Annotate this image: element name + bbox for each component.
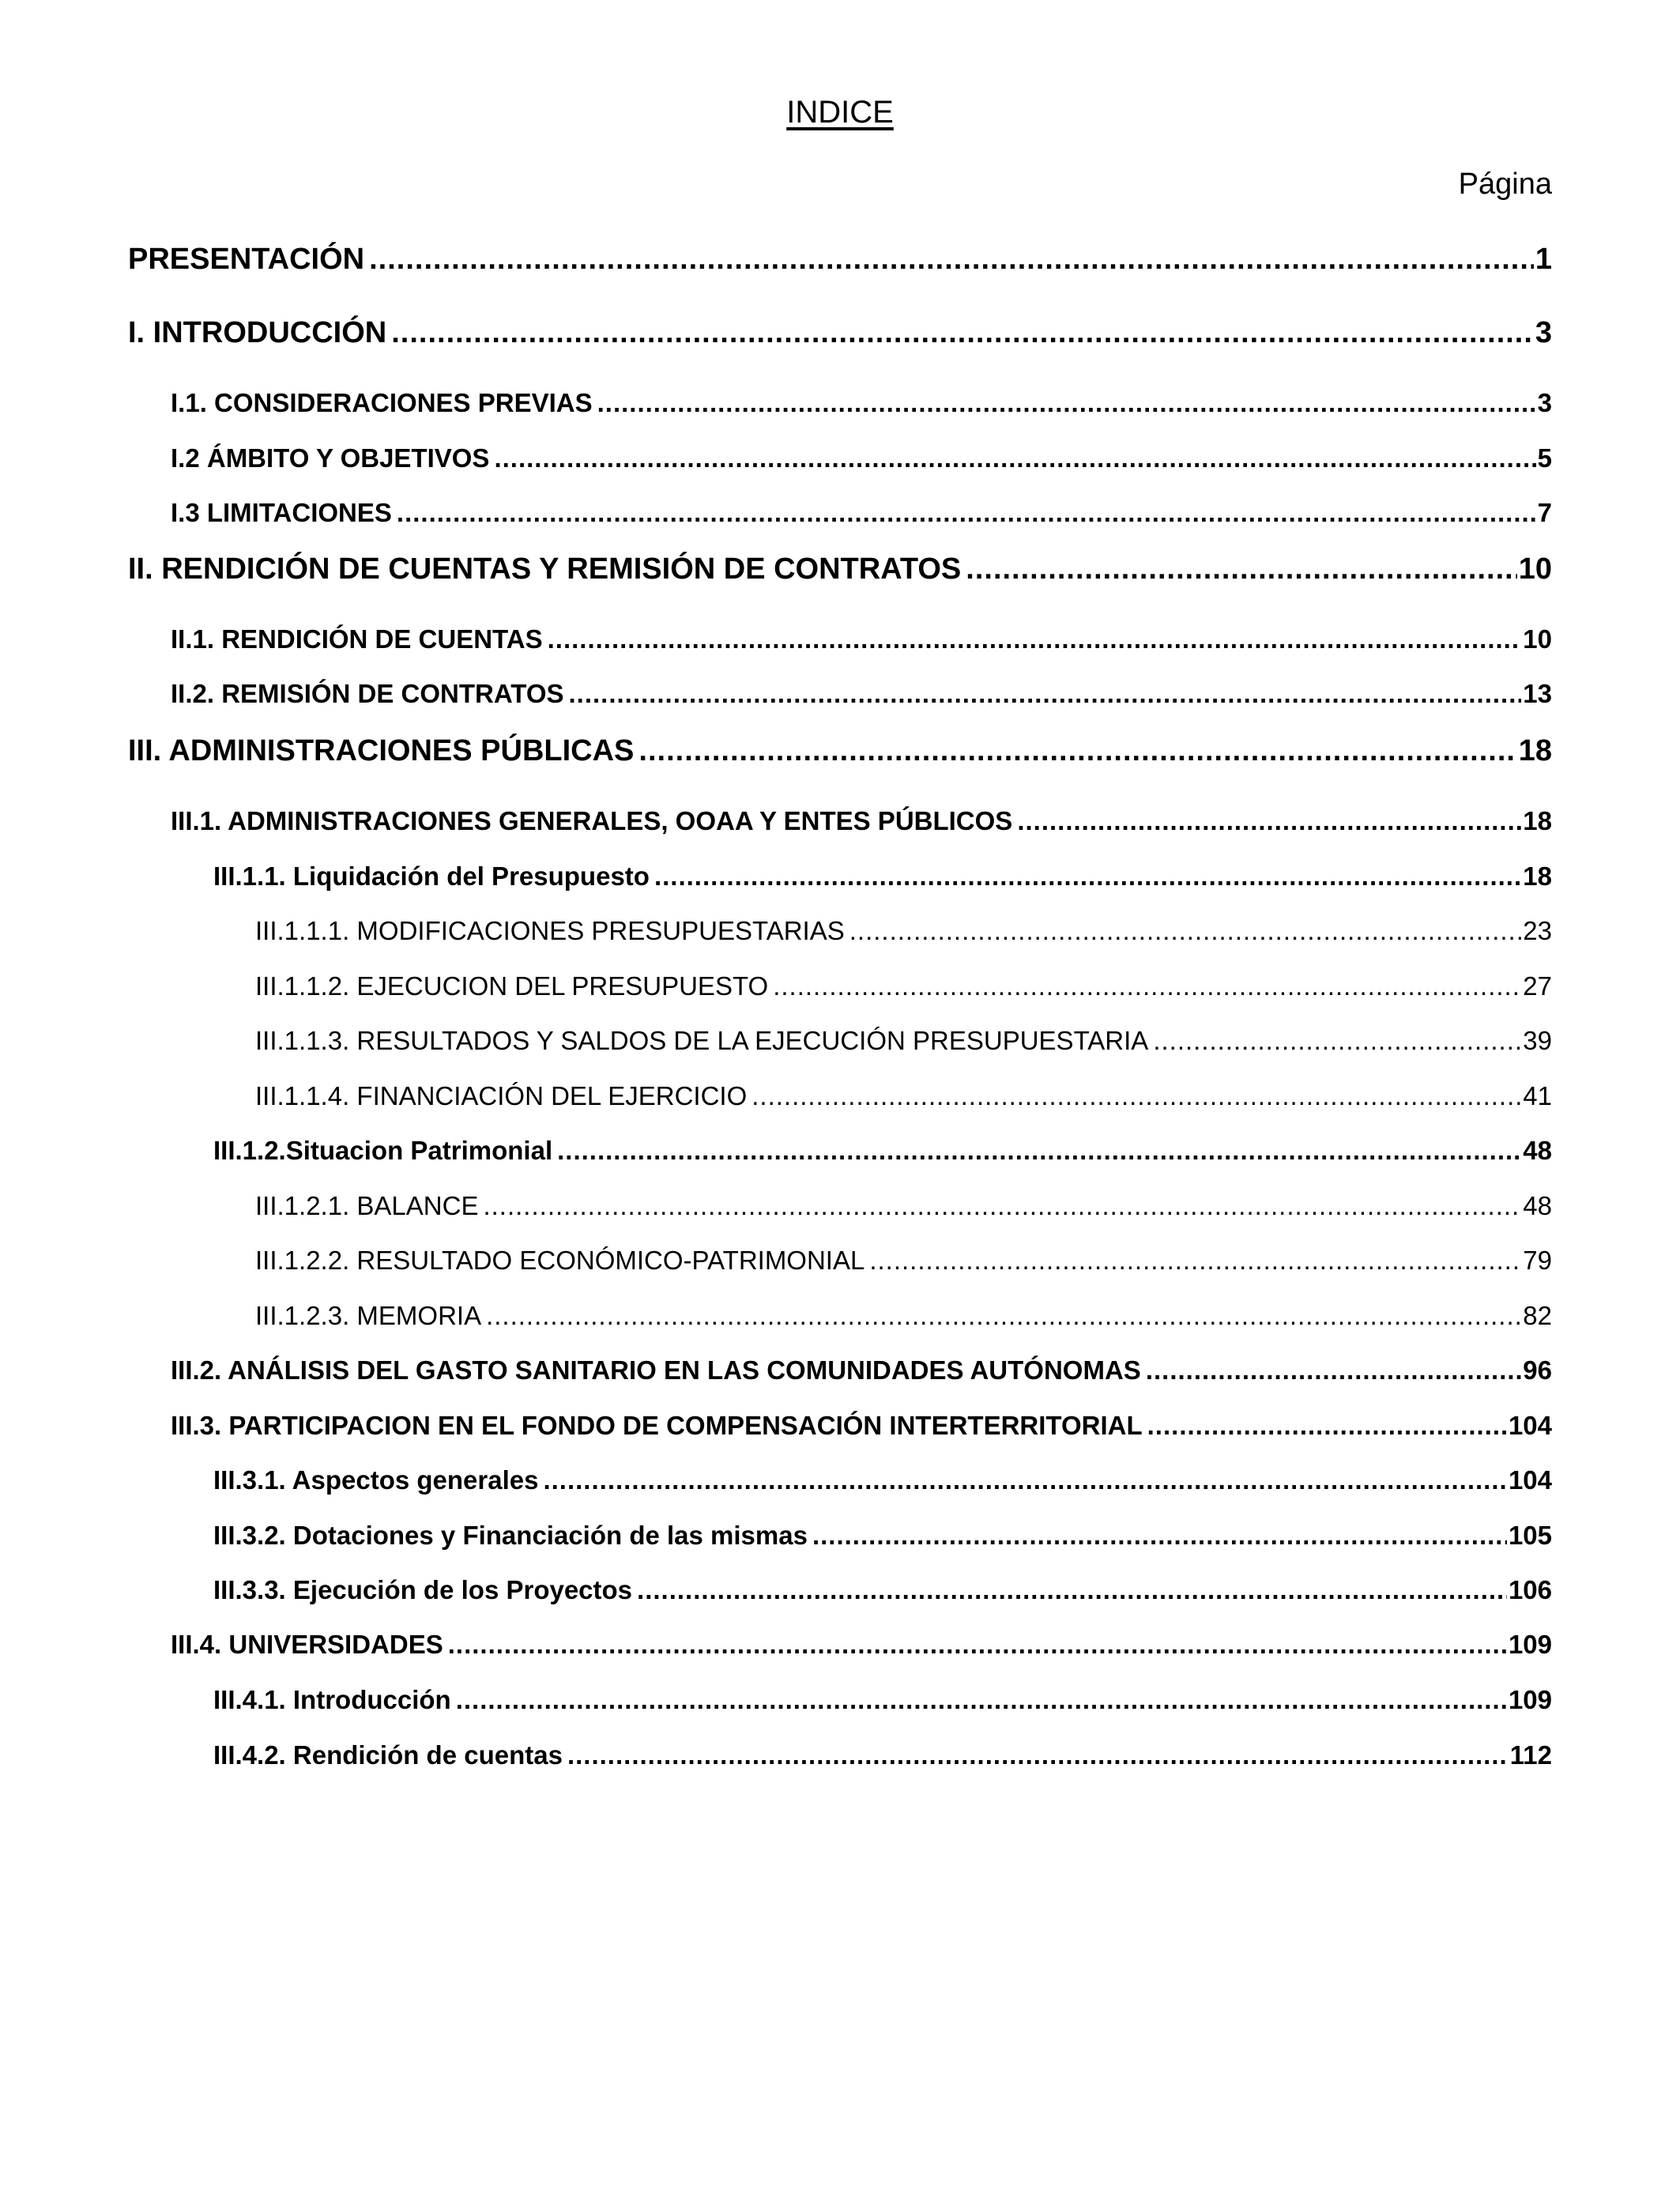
toc-entry-limitaciones[interactable] (171, 497, 1552, 529)
toc-entry-resultado-economico-patrimonial[interactable] (255, 1245, 1552, 1276)
toc-entry-label: III.1.2.Situacion Patrimonial (213, 1136, 553, 1165)
toc-entry-presentacion[interactable] (128, 241, 1552, 277)
toc-entry-dotaciones-financiacion[interactable] (213, 1520, 1552, 1551)
toc-page-number: 5 (1537, 443, 1552, 473)
toc-entry-introduccion-universidades[interactable] (213, 1684, 1552, 1716)
toc-entry-label: III.3.3. Ejecución de los Proyectos (213, 1575, 633, 1604)
toc-page-number: 48 (1523, 1136, 1552, 1165)
toc-dot-leader (543, 1465, 1506, 1496)
toc-entry-label: III.1.1.4. FINANCIACIÓN DEL EJERCICIO (255, 1081, 748, 1110)
toc-dot-leader (494, 443, 1535, 474)
toc-dot-leader (486, 1300, 1521, 1332)
toc-entry-universidades[interactable] (171, 1629, 1552, 1661)
toc-entry-label: III.4.2. Rendición de cuentas (213, 1740, 563, 1770)
toc-page-number: 3 (1537, 388, 1552, 417)
toc-entry-label: III.1.2.1. BALANCE (255, 1191, 479, 1220)
toc-page-number: 48 (1523, 1191, 1552, 1220)
toc-page-number: 39 (1523, 1026, 1552, 1055)
toc-page-number: 1 (1535, 243, 1552, 276)
toc-dot-leader (1147, 1410, 1507, 1442)
toc-page-number: 82 (1523, 1301, 1552, 1330)
toc-page-number: 41 (1523, 1081, 1552, 1110)
toc-entry-modificaciones-presupuestarias[interactable] (255, 915, 1552, 947)
toc-entry-balance[interactable] (255, 1190, 1552, 1222)
toc-entry-label: I.1. CONSIDERACIONES PREVIAS (171, 388, 593, 417)
toc-page-number: 112 (1509, 1740, 1552, 1770)
toc-dot-leader (1153, 1025, 1521, 1057)
toc-page-number: 104 (1508, 1411, 1552, 1440)
toc-entry-gasto-sanitario[interactable] (171, 1355, 1552, 1386)
toc-entry-label: I.3 LIMITACIONES (171, 498, 392, 527)
toc-page-number: 27 (1523, 971, 1552, 1001)
toc-entry-label: III.4. UNIVERSIDADES (171, 1630, 443, 1659)
toc-page-number: 104 (1508, 1465, 1552, 1495)
toc-entry-label: II. RENDICIÓN DE CUENTAS Y REMISIÓN DE CONTRATOS (128, 552, 962, 586)
toc-page-number: 7 (1537, 498, 1552, 527)
toc-dot-leader (569, 678, 1522, 710)
toc-page-number: 106 (1508, 1575, 1552, 1604)
toc-entry-label: III.1.1.1. MODIFICACIONES PRESUPUESTARIAS (255, 916, 845, 945)
toc-dot-leader (966, 551, 1516, 587)
toc-dot-leader (1017, 805, 1521, 837)
toc-page-number: 10 (1523, 624, 1552, 654)
toc-entry-rendicion-remision[interactable] (128, 551, 1552, 587)
toc-entry-administraciones-generales[interactable] (171, 805, 1552, 837)
toc-entry-label: III.3.1. Aspectos generales (213, 1465, 539, 1495)
toc-entry-remision-contratos[interactable] (171, 678, 1552, 710)
toc-entry-ambito-objetivos[interactable] (171, 443, 1552, 474)
toc-page-number: 3 (1535, 316, 1552, 349)
toc-page-number: 109 (1508, 1685, 1552, 1714)
toc-entry-label: III.4.1. Introducción (213, 1685, 451, 1714)
toc-entry-resultados-saldos[interactable] (255, 1025, 1552, 1057)
toc-dot-leader (869, 1245, 1521, 1276)
toc-dot-leader (391, 315, 1534, 351)
toc-page-number: 13 (1523, 679, 1552, 708)
toc-entry-consideraciones-previas[interactable] (171, 387, 1552, 419)
toc-entry-label: III.1.1.2. EJECUCION DEL PRESUPUESTO (255, 971, 769, 1001)
toc-entry-label: III.1.2.3. MEMORIA (255, 1301, 482, 1330)
toc-page-number: 18 (1523, 806, 1552, 835)
toc-dot-leader (369, 241, 1534, 277)
toc-dot-leader (1146, 1355, 1521, 1386)
toc-page-number: 105 (1508, 1521, 1552, 1550)
toc-entry-ejecucion-proyectos[interactable] (213, 1574, 1552, 1606)
toc-entry-memoria[interactable] (255, 1300, 1552, 1332)
toc-entry-liquidacion-presupuesto[interactable] (213, 861, 1552, 892)
toc-dot-leader (638, 733, 1516, 769)
toc-dot-leader (751, 1080, 1521, 1112)
toc-entry-fondo-compensacion[interactable] (171, 1410, 1552, 1442)
toc-entry-financiacion-ejercicio[interactable] (255, 1080, 1552, 1112)
toc-dot-leader (483, 1190, 1521, 1222)
toc-entry-label: III.1.2.2. RESULTADO ECONÓMICO-PATRIMONIAL (255, 1246, 865, 1275)
toc-entry-aspectos-generales[interactable] (213, 1465, 1552, 1496)
toc-entry-label: III.1. ADMINISTRACIONES GENERALES, OOAA Y ENTES PÚBLICOS (171, 806, 1013, 835)
toc-entry-label: III.2. ANÁLISIS DEL GASTO SANITARIO EN LAS COMUNIDADES AUTÓNOMAS (171, 1355, 1141, 1385)
toc-dot-leader (654, 861, 1521, 892)
toc-entry-label: III.3.2. Dotaciones y Financiación de las mismas (213, 1521, 808, 1550)
index-title: INDICE (786, 95, 894, 130)
toc-dot-leader (567, 1740, 1509, 1771)
toc-entry-label: II.1. RENDICIÓN DE CUENTAS (171, 624, 543, 654)
toc-entry-situacion-patrimonial[interactable] (213, 1135, 1552, 1167)
toc-entry-ejecucion-presupuesto[interactable] (255, 971, 1552, 1002)
toc-entry-label: III.1.1.3. RESULTADOS Y SALDOS DE LA EJECUCIÓN PRESUPUESTARIA (255, 1026, 1149, 1055)
toc-entry-label: PRESENTACIÓN (128, 243, 365, 276)
toc-dot-leader (397, 497, 1536, 529)
toc-dot-leader (448, 1629, 1507, 1661)
toc-page-number: 96 (1523, 1355, 1552, 1385)
toc-dot-leader (548, 624, 1522, 655)
toc-entry-label: III.1.1. Liquidación del Presupuesto (213, 861, 650, 891)
toc-page-number: 109 (1508, 1630, 1552, 1659)
toc-dot-leader (637, 1574, 1507, 1606)
page-column-label: Página (1458, 168, 1552, 201)
toc-entry-label: I.2 ÁMBITO Y OBJETIVOS (171, 443, 490, 473)
toc-dot-leader (849, 915, 1522, 947)
toc-dot-leader (456, 1684, 1507, 1716)
toc-page-number: 18 (1523, 861, 1552, 891)
toc-entry-rendicion-cuentas[interactable] (171, 624, 1552, 655)
toc-page-number: 18 (1518, 734, 1552, 767)
toc-entry-label: III.3. PARTICIPACION EN EL FONDO DE COMPENSACIÓN INTERTERRITORIAL (171, 1411, 1143, 1440)
toc-dot-leader (773, 971, 1521, 1002)
toc-entry-administraciones-publicas[interactable] (128, 733, 1552, 769)
toc-dot-leader (812, 1520, 1507, 1551)
toc-entry-label: II.2. REMISIÓN DE CONTRATOS (171, 679, 564, 708)
toc-entry-introduccion[interactable] (128, 315, 1552, 351)
toc-dot-leader (557, 1135, 1521, 1167)
toc-page-number: 23 (1523, 916, 1552, 945)
toc-entry-label: III. ADMINISTRACIONES PÚBLICAS (128, 734, 635, 767)
toc-entry-rendicion-cuentas-universidades[interactable] (213, 1740, 1552, 1771)
toc-page-number: 10 (1518, 552, 1552, 586)
toc-dot-leader (597, 387, 1536, 419)
toc-entry-label: I. INTRODUCCIÓN (128, 316, 387, 349)
toc-page-number: 79 (1523, 1246, 1552, 1275)
